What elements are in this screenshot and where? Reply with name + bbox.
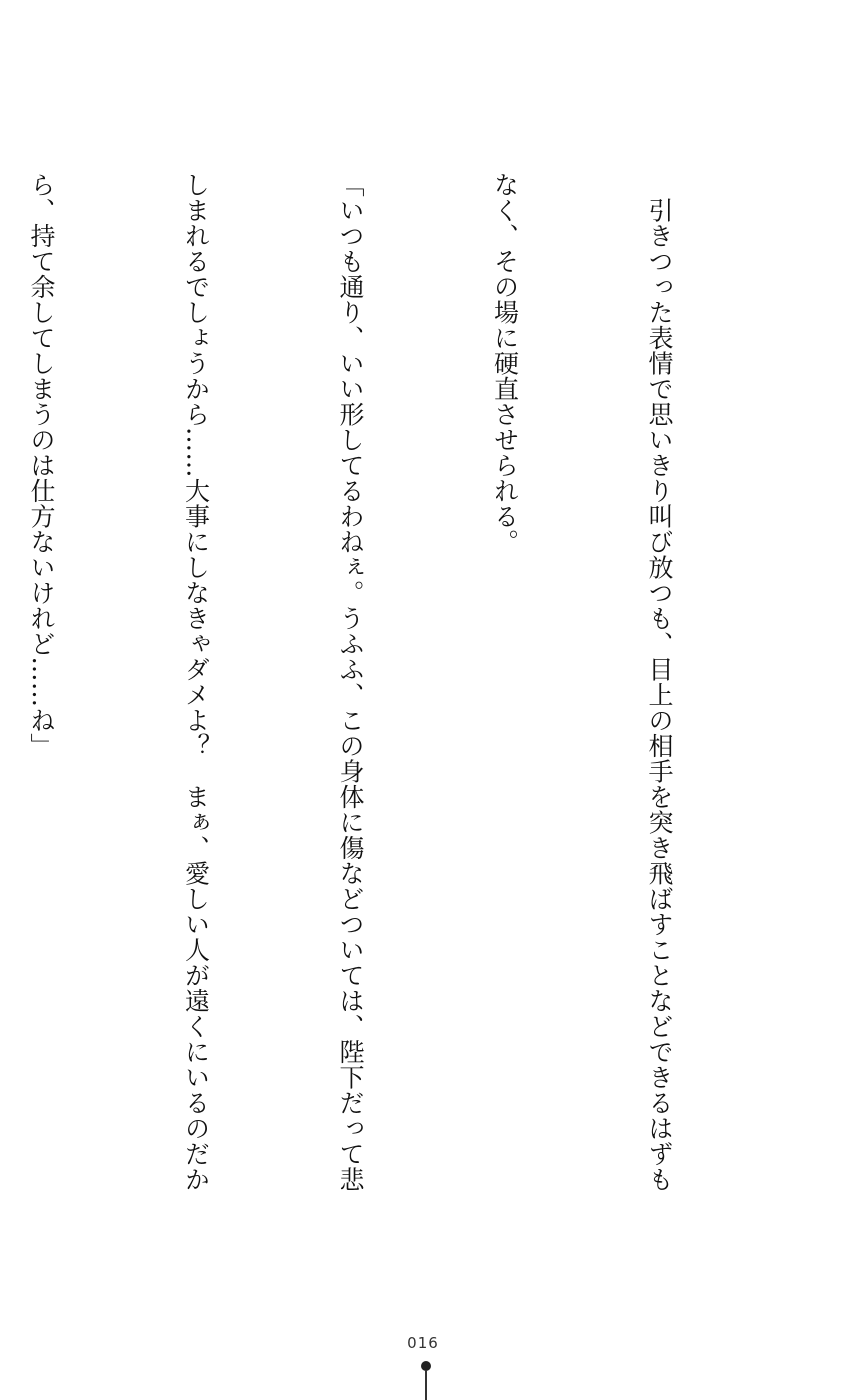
- text-line: 「いつも通り、いい形してるわねぇ。うふふ、この身体に傷などついては、陛下だって悲: [336, 172, 365, 1192]
- text-line: しまれるでしょうから……大事にしなきゃダメよ？ まぁ、愛しい人が遠くにいるのだか: [181, 172, 211, 1192]
- page-number: 016: [407, 1334, 439, 1352]
- text-line: なく、その場に硬直させられる。: [490, 172, 520, 555]
- page-marker-line: [425, 1370, 427, 1400]
- text-line: 引きつった表情で思いきり叫び放つも、目上の相手を突き飛ばすことなどできるはずも: [645, 172, 674, 1192]
- text-line: ら、持て余してしまうのは仕方ないけれど……ね」: [27, 172, 56, 759]
- vertical-text-body: [0, 172, 788, 1192]
